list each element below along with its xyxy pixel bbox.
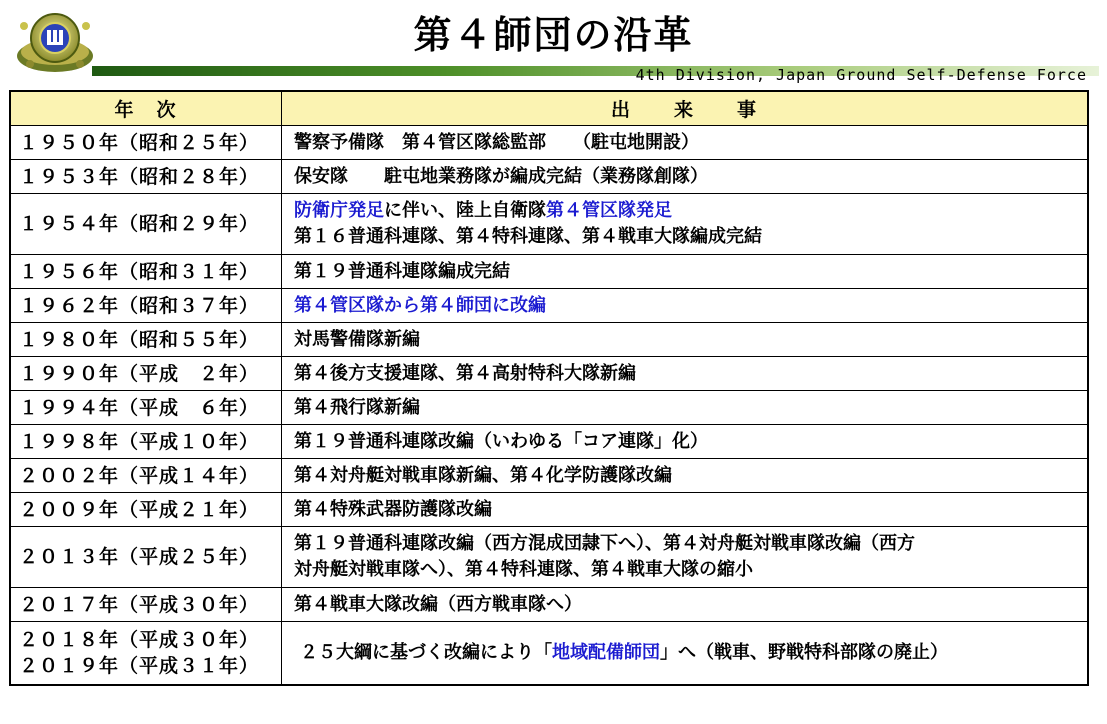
highlight-text: 防衛庁発足 <box>294 200 384 221</box>
event-text: ２５大綱に基づく改編により「 <box>300 642 552 663</box>
column-header-year: 年 次 <box>10 91 282 126</box>
table-row <box>10 622 1088 686</box>
table-row <box>10 357 1088 391</box>
year-cell: １９９０年（平成 ２年） <box>10 357 282 391</box>
year-cell: １９５４年（昭和２９年） <box>10 194 282 255</box>
page-title: 第４師団の沿革 <box>413 13 694 57</box>
header <box>0 0 1107 90</box>
table-row <box>10 255 1088 289</box>
event-cell: 第４管区隊から第４師団に改編 <box>282 289 1089 323</box>
table-row <box>10 493 1088 527</box>
event-cell: 第４後方支援連隊、第４高射特科大隊新編 <box>282 357 1089 391</box>
year-line: ２０１９年（平成３１年） <box>19 655 260 677</box>
event-cell: 第４戦車大隊改編（西方戦車隊へ） <box>282 588 1089 622</box>
event-cell <box>282 622 1089 686</box>
highlight-text: 第４管区隊発足 <box>546 200 672 221</box>
year-cell: １９８０年（昭和５５年） <box>10 323 282 357</box>
column-header-event: 出 来 事 <box>282 91 1089 126</box>
table-row <box>10 588 1088 622</box>
event-cell: 対馬警備隊新編 <box>282 323 1089 357</box>
event-text: 」へ（戦車、野戦特科部隊の廃止） <box>660 642 948 663</box>
event-cell <box>282 194 1089 255</box>
table-row <box>10 459 1088 493</box>
event-text: に伴い、陸上自衛隊 <box>384 200 546 221</box>
table-row <box>10 323 1088 357</box>
year-cell: １９９４年（平成 ６年） <box>10 391 282 425</box>
year-line: ２０１８年（平成３０年） <box>19 629 260 651</box>
table-row <box>10 126 1088 160</box>
table-header-row <box>10 91 1088 126</box>
history-table <box>9 90 1089 686</box>
event-cell: 第４飛行隊新編 <box>282 391 1089 425</box>
event-line <box>294 198 1087 224</box>
table-row <box>10 160 1088 194</box>
table-row <box>10 527 1088 588</box>
event-cell <box>282 527 1089 588</box>
page-subtitle: 4th Division, Japan Ground Self-Defense Force <box>635 66 1087 84</box>
table-row <box>10 289 1088 323</box>
year-cell: １９９８年（平成１０年） <box>10 425 282 459</box>
year-cell: ２００２年（平成１４年） <box>10 459 282 493</box>
year-cell: １９５３年（昭和２８年） <box>10 160 282 194</box>
event-cell: 保安隊 駐屯地業務隊が編成完結（業務隊創隊） <box>282 160 1089 194</box>
table-row <box>10 391 1088 425</box>
year-cell: １９５０年（昭和２５年） <box>10 126 282 160</box>
table-row <box>10 194 1088 255</box>
event-cell: 第１９普通科連隊改編（いわゆる「コア連隊」化） <box>282 425 1089 459</box>
event-cell: 第４特殊武器防護隊改編 <box>282 493 1089 527</box>
event-cell: 第４対舟艇対戦車隊新編、第４化学防護隊改編 <box>282 459 1089 493</box>
event-cell: 警察予備隊 第４管区隊総監部 （駐屯地開設） <box>282 126 1089 160</box>
year-cell: １９６２年（昭和３７年） <box>10 289 282 323</box>
table-row <box>10 425 1088 459</box>
event-cell: 第１９普通科連隊編成完結 <box>282 255 1089 289</box>
year-cell: １９５６年（昭和３１年） <box>10 255 282 289</box>
year-cell: ２００９年（平成２１年） <box>10 493 282 527</box>
highlight-text: 地域配備師団 <box>552 642 660 663</box>
event-line: 第１９普通科連隊改編（西方混成団隷下へ）、第４対舟艇対戦車隊改編（西方 <box>294 533 915 554</box>
event-line: 対舟艇対戦車隊へ）、第４特科連隊、第４戦車大隊の縮小 <box>294 559 753 580</box>
event-line: 第１６普通科連隊、第４特科連隊、第４戦車大隊編成完結 <box>294 226 762 247</box>
year-cell: ２０１３年（平成２５年） <box>10 527 282 588</box>
year-cell: ２０１７年（平成３０年） <box>10 588 282 622</box>
year-cell <box>10 622 282 686</box>
